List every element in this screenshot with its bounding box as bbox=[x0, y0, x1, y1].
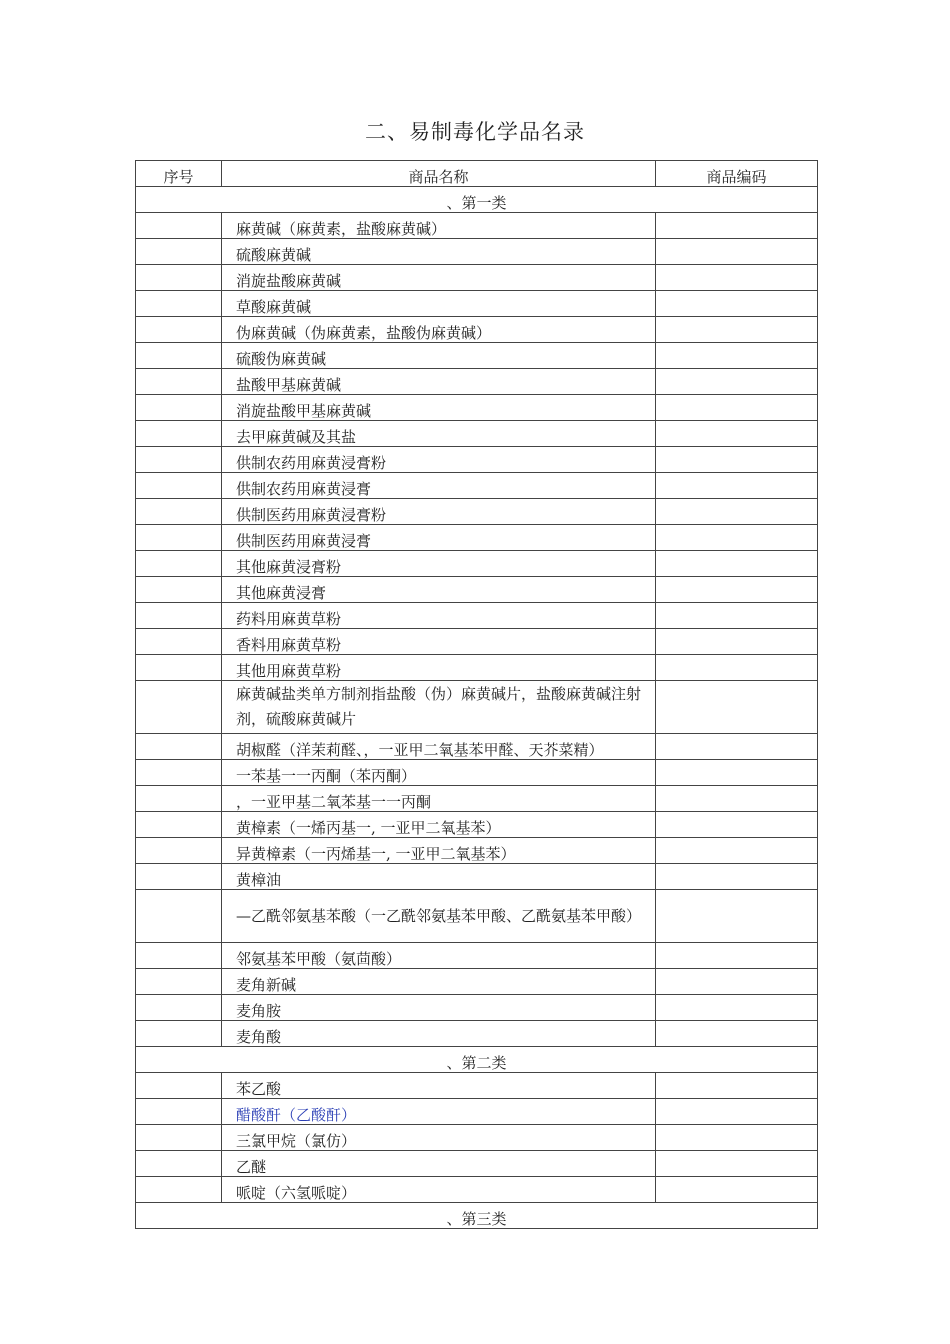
product-name: 麦角酸 bbox=[222, 1021, 656, 1047]
serial-cell bbox=[136, 343, 222, 369]
serial-cell bbox=[136, 421, 222, 447]
table-row bbox=[136, 812, 818, 838]
table-row bbox=[136, 1177, 818, 1203]
table-row bbox=[136, 525, 818, 551]
table-row bbox=[136, 317, 818, 343]
code-cell bbox=[656, 239, 818, 265]
code-cell bbox=[656, 760, 818, 786]
product-name: 硫酸麻黄碱 bbox=[222, 239, 656, 265]
product-name: 乙醚 bbox=[222, 1151, 656, 1177]
serial-cell bbox=[136, 812, 222, 838]
table-row bbox=[136, 213, 818, 239]
serial-cell bbox=[136, 760, 222, 786]
table-row bbox=[136, 1099, 818, 1125]
product-name: 哌啶（六氢哌啶） bbox=[222, 1177, 656, 1203]
product-name: 异黄樟素（一丙烯基一, 一亚甲二氧基苯） bbox=[222, 838, 656, 864]
code-cell bbox=[656, 655, 818, 681]
product-name: 供制农药用麻黄浸膏粉 bbox=[222, 447, 656, 473]
code-cell bbox=[656, 577, 818, 603]
serial-cell bbox=[136, 629, 222, 655]
product-name: 三氯甲烷（氯仿） bbox=[222, 1125, 656, 1151]
serial-cell bbox=[136, 1073, 222, 1099]
code-cell bbox=[656, 786, 818, 812]
header-serial-number: 序号 bbox=[136, 161, 222, 187]
table-row bbox=[136, 995, 818, 1021]
table-row bbox=[136, 499, 818, 525]
serial-cell bbox=[136, 1021, 222, 1047]
product-name: 胡椒醛（洋茉莉醛、，一亚甲二氧基苯甲醛、天芥菜精） bbox=[236, 741, 604, 759]
table-row bbox=[136, 1151, 818, 1177]
serial-cell bbox=[136, 969, 222, 995]
table-row bbox=[136, 969, 818, 995]
table-row bbox=[136, 395, 818, 421]
code-cell bbox=[656, 969, 818, 995]
serial-cell bbox=[136, 239, 222, 265]
product-name: 消旋盐酸麻黄碱 bbox=[222, 265, 656, 291]
product-name: 伪麻黄碱（伪麻黄素，盐酸伪麻黄碱） bbox=[222, 317, 656, 343]
code-cell bbox=[656, 1099, 818, 1125]
table-row bbox=[136, 265, 818, 291]
code-cell bbox=[656, 1125, 818, 1151]
product-name: 供制医药用麻黄浸膏 bbox=[222, 525, 656, 551]
product-name: 苯乙酸 bbox=[222, 1073, 656, 1099]
table-row bbox=[136, 369, 818, 395]
product-name: 去甲麻黄碱及其盐 bbox=[222, 421, 656, 447]
code-cell bbox=[656, 499, 818, 525]
code-cell bbox=[656, 421, 818, 447]
product-name: 其他麻黄浸膏 bbox=[222, 577, 656, 603]
product-name: 供制医药用麻黄浸膏粉 bbox=[222, 499, 656, 525]
code-cell bbox=[656, 369, 818, 395]
code-cell bbox=[656, 603, 818, 629]
table-row bbox=[136, 551, 818, 577]
product-name: 麻黄碱盐类单方制剂指盐酸（伪）麻黄碱片，盐酸麻黄碱注射剂，硫酸麻黄碱片 bbox=[222, 681, 656, 734]
code-cell bbox=[656, 343, 818, 369]
category-label: 、第一类 bbox=[136, 187, 818, 213]
serial-cell bbox=[136, 1125, 222, 1151]
table-row bbox=[136, 629, 818, 655]
code-cell bbox=[656, 395, 818, 421]
serial-cell bbox=[136, 786, 222, 812]
table-row bbox=[136, 890, 818, 943]
product-name: 香料用麻黄草粉 bbox=[222, 629, 656, 655]
code-cell bbox=[656, 1151, 818, 1177]
serial-cell bbox=[136, 499, 222, 525]
header-product-name: 商品名称 bbox=[222, 161, 656, 187]
product-name: ，一亚甲基二氧苯基一一丙酮 bbox=[222, 786, 656, 812]
product-name: 草酸麻黄碱 bbox=[222, 291, 656, 317]
serial-cell bbox=[136, 655, 222, 681]
page-title: 二、易制毒化学品名录 bbox=[365, 120, 585, 144]
table-row bbox=[136, 1125, 818, 1151]
table-row bbox=[136, 838, 818, 864]
table-row bbox=[136, 1021, 818, 1047]
product-name: 黄樟素（一烯丙基一, 一亚甲二氧基苯） bbox=[222, 812, 656, 838]
table-row bbox=[136, 1073, 818, 1099]
category-label: 、第二类 bbox=[136, 1047, 818, 1073]
table-row bbox=[136, 343, 818, 369]
table-row bbox=[136, 473, 818, 499]
serial-cell bbox=[136, 890, 222, 943]
code-cell bbox=[656, 629, 818, 655]
product-name: 其他麻黄浸膏粉 bbox=[222, 551, 656, 577]
product-name: 黄樟油 bbox=[222, 864, 656, 890]
table-row bbox=[136, 577, 818, 603]
product-name: 麦角新碱 bbox=[222, 969, 656, 995]
serial-cell bbox=[136, 838, 222, 864]
code-cell bbox=[656, 265, 818, 291]
product-name: —乙酰邻氨基苯酸（一乙酰邻氨基苯甲酸、乙酰氨基苯甲酸） bbox=[222, 890, 656, 943]
serial-cell bbox=[136, 681, 222, 734]
table-row bbox=[136, 734, 818, 760]
code-cell bbox=[656, 890, 818, 943]
product-name: 供制农药用麻黄浸膏 bbox=[222, 473, 656, 499]
serial-cell bbox=[136, 265, 222, 291]
product-name: 盐酸甲基麻黄碱 bbox=[222, 369, 656, 395]
serial-cell bbox=[136, 1177, 222, 1203]
code-cell bbox=[656, 291, 818, 317]
table-row bbox=[136, 943, 818, 969]
table-header-row bbox=[136, 161, 818, 187]
code-cell bbox=[656, 734, 818, 760]
code-cell bbox=[656, 473, 818, 499]
product-name: 药料用麻黄草粉 bbox=[222, 603, 656, 629]
table-row bbox=[136, 864, 818, 890]
serial-cell bbox=[136, 525, 222, 551]
table-row bbox=[136, 681, 818, 734]
code-cell bbox=[656, 943, 818, 969]
code-cell bbox=[656, 317, 818, 343]
table-row bbox=[136, 760, 818, 786]
chemical-list-table bbox=[135, 160, 818, 1229]
product-name: 邻氨基苯甲酸（氨茴酸） bbox=[222, 943, 656, 969]
code-cell bbox=[656, 551, 818, 577]
product-name: 消旋盐酸甲基麻黄碱 bbox=[222, 395, 656, 421]
serial-cell bbox=[136, 317, 222, 343]
serial-cell bbox=[136, 864, 222, 890]
code-cell bbox=[656, 447, 818, 473]
code-cell bbox=[656, 1177, 818, 1203]
code-cell bbox=[656, 1021, 818, 1047]
table-row bbox=[136, 239, 818, 265]
code-cell bbox=[656, 864, 818, 890]
serial-cell bbox=[136, 1099, 222, 1125]
serial-cell bbox=[136, 603, 222, 629]
category-row-3 bbox=[136, 1203, 818, 1229]
product-name-cell bbox=[222, 734, 656, 760]
serial-cell bbox=[136, 943, 222, 969]
table-row bbox=[136, 291, 818, 317]
header-product-code: 商品编码 bbox=[656, 161, 818, 187]
product-name: 麦角胺 bbox=[222, 995, 656, 1021]
code-cell bbox=[656, 995, 818, 1021]
serial-cell bbox=[136, 551, 222, 577]
code-cell bbox=[656, 838, 818, 864]
serial-cell bbox=[136, 473, 222, 499]
serial-cell bbox=[136, 213, 222, 239]
category-row-2 bbox=[136, 1047, 818, 1073]
code-cell bbox=[656, 812, 818, 838]
serial-cell bbox=[136, 369, 222, 395]
table-row bbox=[136, 447, 818, 473]
product-name-cell bbox=[222, 1099, 656, 1125]
category-row-1 bbox=[136, 187, 818, 213]
product-name: 其他用麻黄草粉 bbox=[222, 655, 656, 681]
product-name: 硫酸伪麻黄碱 bbox=[222, 343, 656, 369]
serial-cell bbox=[136, 577, 222, 603]
serial-cell bbox=[136, 395, 222, 421]
code-cell bbox=[656, 681, 818, 734]
table-row bbox=[136, 603, 818, 629]
code-cell bbox=[656, 1073, 818, 1099]
serial-cell bbox=[136, 734, 222, 760]
product-name: 麻黄碱（麻黄素，盐酸麻黄碱） bbox=[222, 213, 656, 239]
serial-cell bbox=[136, 995, 222, 1021]
product-name-link[interactable]: 醋酸酐（乙酸酐） bbox=[236, 1106, 357, 1124]
code-cell bbox=[656, 525, 818, 551]
category-label: 、第三类 bbox=[136, 1203, 818, 1229]
table-row bbox=[136, 786, 818, 812]
table-row bbox=[136, 421, 818, 447]
product-name: 一苯基一一丙酮（苯丙酮） bbox=[222, 760, 656, 786]
serial-cell bbox=[136, 447, 222, 473]
table-row bbox=[136, 655, 818, 681]
serial-cell bbox=[136, 291, 222, 317]
serial-cell bbox=[136, 1151, 222, 1177]
code-cell bbox=[656, 213, 818, 239]
